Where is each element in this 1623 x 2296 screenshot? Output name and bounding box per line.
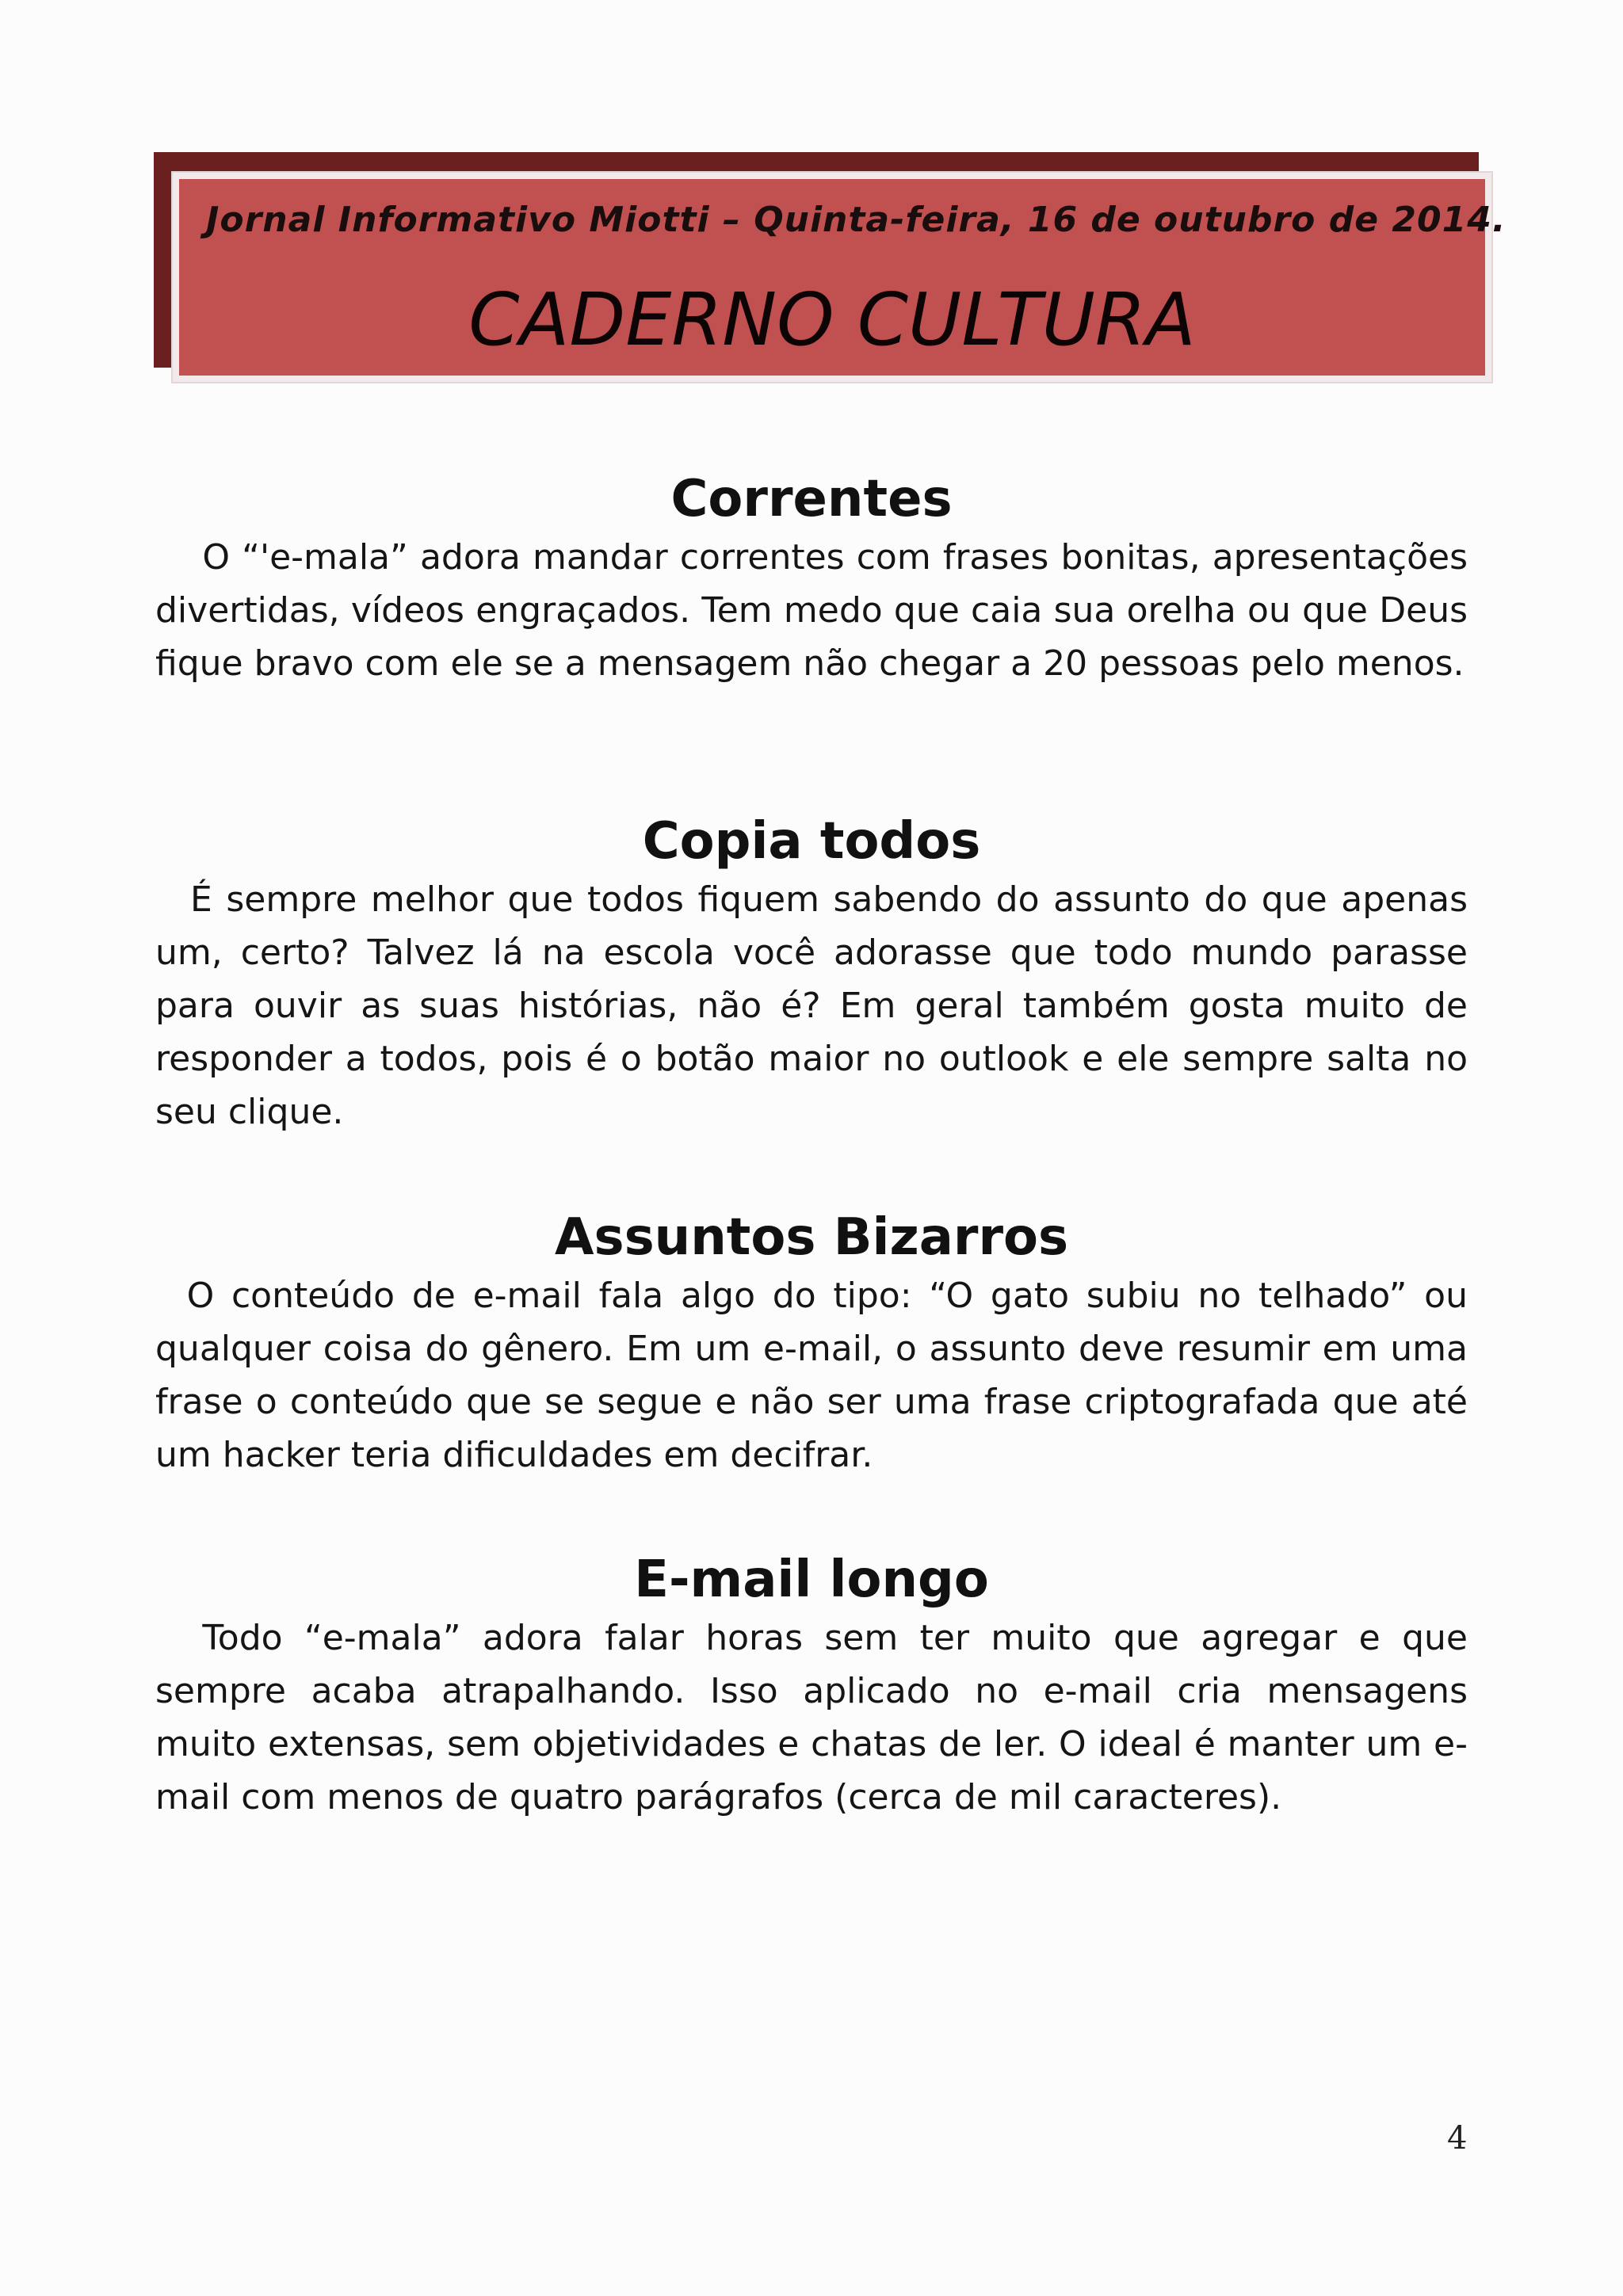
article-assuntos-bizarros	[155, 1206, 1468, 1482]
article-body: Todo “e-mala” adora falar horas sem ter muito que agregar e que sempre acaba atrapalhando. Isso aplicado no e-mail cria mensagens muito extensas, sem objetividades e chatas de ler. O ideal é manter um e-mail com menos de quatro parágrafos (cerca de mil caracteres).	[155, 1618, 1468, 1817]
article-body: O conteúdo de e-mail fala algo do tipo: “O gato subiu no telhado” ou qualquer coisa do gênero. Em um e-mail, o assunto deve resumir em uma frase o conteúdo que se segue e não ser uma frase criptografada que até um hacker teria dificuldades em decifrar.	[155, 1276, 1468, 1475]
article-title: E-mail longo	[634, 1550, 989, 1609]
masthead-line: Jornal Informativo Miotti – Quinta-feira, 16 de outubro de 2014.	[206, 200, 1507, 240]
section-title: CADERNO CULTURA	[468, 277, 1196, 362]
article-body: É sempre melhor que todos fiquem sabendo do assunto do que apenas um, certo? Talvez lá na escola você adorasse que todo mundo parasse para ouvir as suas histórias, não é? Em geral também gosta muito de responder a todos, pois é o botão maior no outlook e ele sempre salta no seu clique.	[155, 879, 1468, 1132]
article-copia-todos	[155, 810, 1468, 1138]
article-title: Assuntos Bizarros	[554, 1208, 1069, 1267]
article-body: O “'e-mala” adora mandar correntes com frases bonitas, apresentações divertidas, vídeos engraçados. Tem medo que caia sua orelha ou que Deus fique bravo com ele se a mensagem não chegar a 20 pessoas pelo menos.	[155, 537, 1468, 684]
article-correntes	[155, 467, 1468, 690]
article-title: Copia todos	[642, 812, 981, 871]
section-header-banner	[173, 173, 1507, 382]
article-email-longo	[155, 1548, 1468, 1824]
page-number: 4	[1447, 2120, 1468, 2157]
article-title: Correntes	[670, 470, 953, 528]
